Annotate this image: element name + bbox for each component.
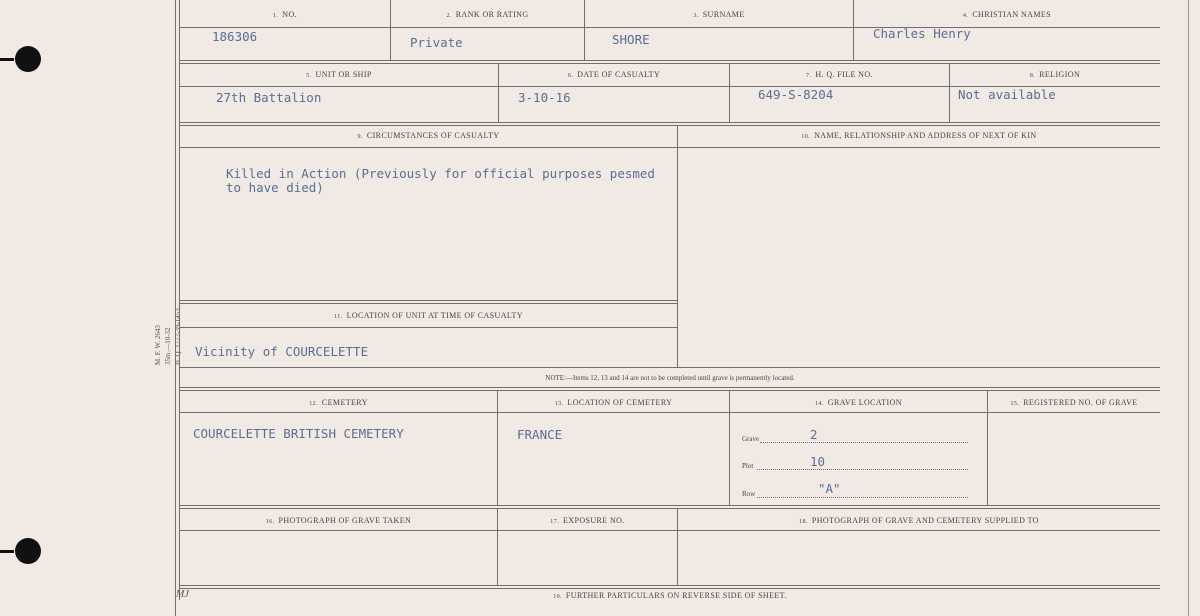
no-value: 186306 — [212, 29, 258, 44]
unit-value: 27th Battalion — [216, 90, 322, 105]
grave-dotted-line — [760, 442, 968, 443]
row1-bottom-line — [179, 60, 1160, 64]
binder-hole-top-tab — [0, 58, 14, 61]
cemetery-location-value: FRANCE — [517, 427, 563, 442]
binder-hole-bottom — [15, 538, 41, 564]
hq-file-value: 649-S-8204 — [758, 87, 834, 102]
rank-value: Private — [410, 35, 463, 50]
side-code-line-2: 35m.—10-32 — [164, 327, 172, 365]
no-label: 1. NO. — [272, 10, 298, 19]
cemetery-label: 12. CEMETERY — [309, 398, 368, 407]
row4-bottom-line — [179, 367, 1160, 368]
row5-divider-1 — [497, 391, 498, 505]
initials-stamp: MJ — [176, 589, 189, 600]
row-dotted-line — [757, 497, 968, 498]
location-top-line — [179, 300, 677, 304]
circumstances-value: Killed in Action (Previously for official purposes pesmed to have died) — [226, 166, 655, 195]
surname-label: 3. SURNAME — [693, 10, 745, 19]
binder-hole-top — [15, 46, 41, 72]
hq-file-label: 7. H. Q. FILE NO. — [806, 70, 873, 79]
row5-divider-3 — [987, 391, 988, 505]
row1-divider-1 — [390, 0, 391, 60]
row5-header-line — [179, 412, 1160, 413]
footer-text: 19. FURTHER PARTICULARS ON REVERSE SIDE OF SHEET. — [553, 591, 787, 600]
grave-row-label: Grave — [742, 435, 760, 443]
row-value: "A" — [818, 481, 841, 496]
location-unit-label: 11. LOCATION OF UNIT AT TIME OF CASUALTY — [334, 311, 523, 320]
christian-names-value: Charles Henry — [873, 26, 971, 41]
row2-bottom-line — [179, 122, 1160, 126]
circumstances-label: 9. CIRCUMSTANCES OF CASUALTY — [357, 131, 500, 140]
side-code-line-1: M. F. W. 2643 — [154, 325, 162, 365]
cemetery-location-label: 13. LOCATION OF CEMETERY — [554, 398, 673, 407]
left-border-outer — [175, 0, 176, 616]
plot-dotted-line — [757, 469, 968, 470]
binder-hole-bottom-tab — [0, 550, 14, 553]
unit-label: 5. UNIT OR SHIP — [306, 70, 372, 79]
note-bottom-line — [179, 387, 1160, 391]
photo-taken-label: 16. PHOTOGRAPH OF GRAVE TAKEN — [265, 516, 412, 525]
religion-label: 8. RELIGION — [1029, 70, 1081, 79]
location-unit-value: Vicinity of COURCELETTE — [195, 344, 369, 359]
date-value: 3-10-16 — [518, 90, 571, 105]
right-border — [1188, 0, 1189, 616]
row-row-label: Row — [742, 490, 756, 498]
row5-bottom-line — [179, 505, 1160, 509]
exposure-label: 17. EXPOSURE NO. — [550, 516, 625, 525]
row3-header-line — [179, 147, 1160, 148]
row6-bottom-line — [179, 585, 1160, 589]
christian-names-label: 4. CHRISTIAN NAMES — [963, 10, 1051, 19]
row6-header-line — [179, 530, 1160, 531]
note-text: NOTE:—Items 12, 13 and 14 are not to be completed until grave is permanently located. — [545, 374, 795, 382]
registered-no-label: 15. REGISTERED NO. OF GRAVE — [1010, 398, 1138, 407]
grave-location-label: 14. GRAVE LOCATION — [815, 398, 902, 407]
row1-divider-2 — [584, 0, 585, 60]
rank-label: 2. RANK OR RATING — [446, 10, 529, 19]
plot-value: 10 — [810, 454, 826, 469]
side-code-line-3: H. Q. 1772-39-1453 — [174, 308, 182, 365]
grave-value: 2 — [810, 427, 818, 442]
location-header-line — [179, 327, 677, 328]
next-of-kin-label: 10. NAME, RELATIONSHIP AND ADDRESS OF NEXT OF KIN — [801, 131, 1037, 140]
date-label: 6. DATE OF CASUALTY — [567, 70, 661, 79]
plot-row-label: Plot — [742, 462, 754, 470]
surname-value: SHORE — [612, 32, 650, 47]
row3-divider — [677, 126, 678, 367]
photo-supplied-label: 18. PHOTOGRAPH OF GRAVE AND CEMETERY SUPPLIED TO — [799, 516, 1039, 525]
religion-value: Not available — [958, 87, 1056, 102]
cemetery-value: COURCELETTE BRITISH CEMETERY — [193, 426, 404, 441]
row5-divider-2 — [729, 391, 730, 505]
row1-header-line — [179, 27, 1160, 28]
row1-divider-3 — [853, 0, 854, 60]
